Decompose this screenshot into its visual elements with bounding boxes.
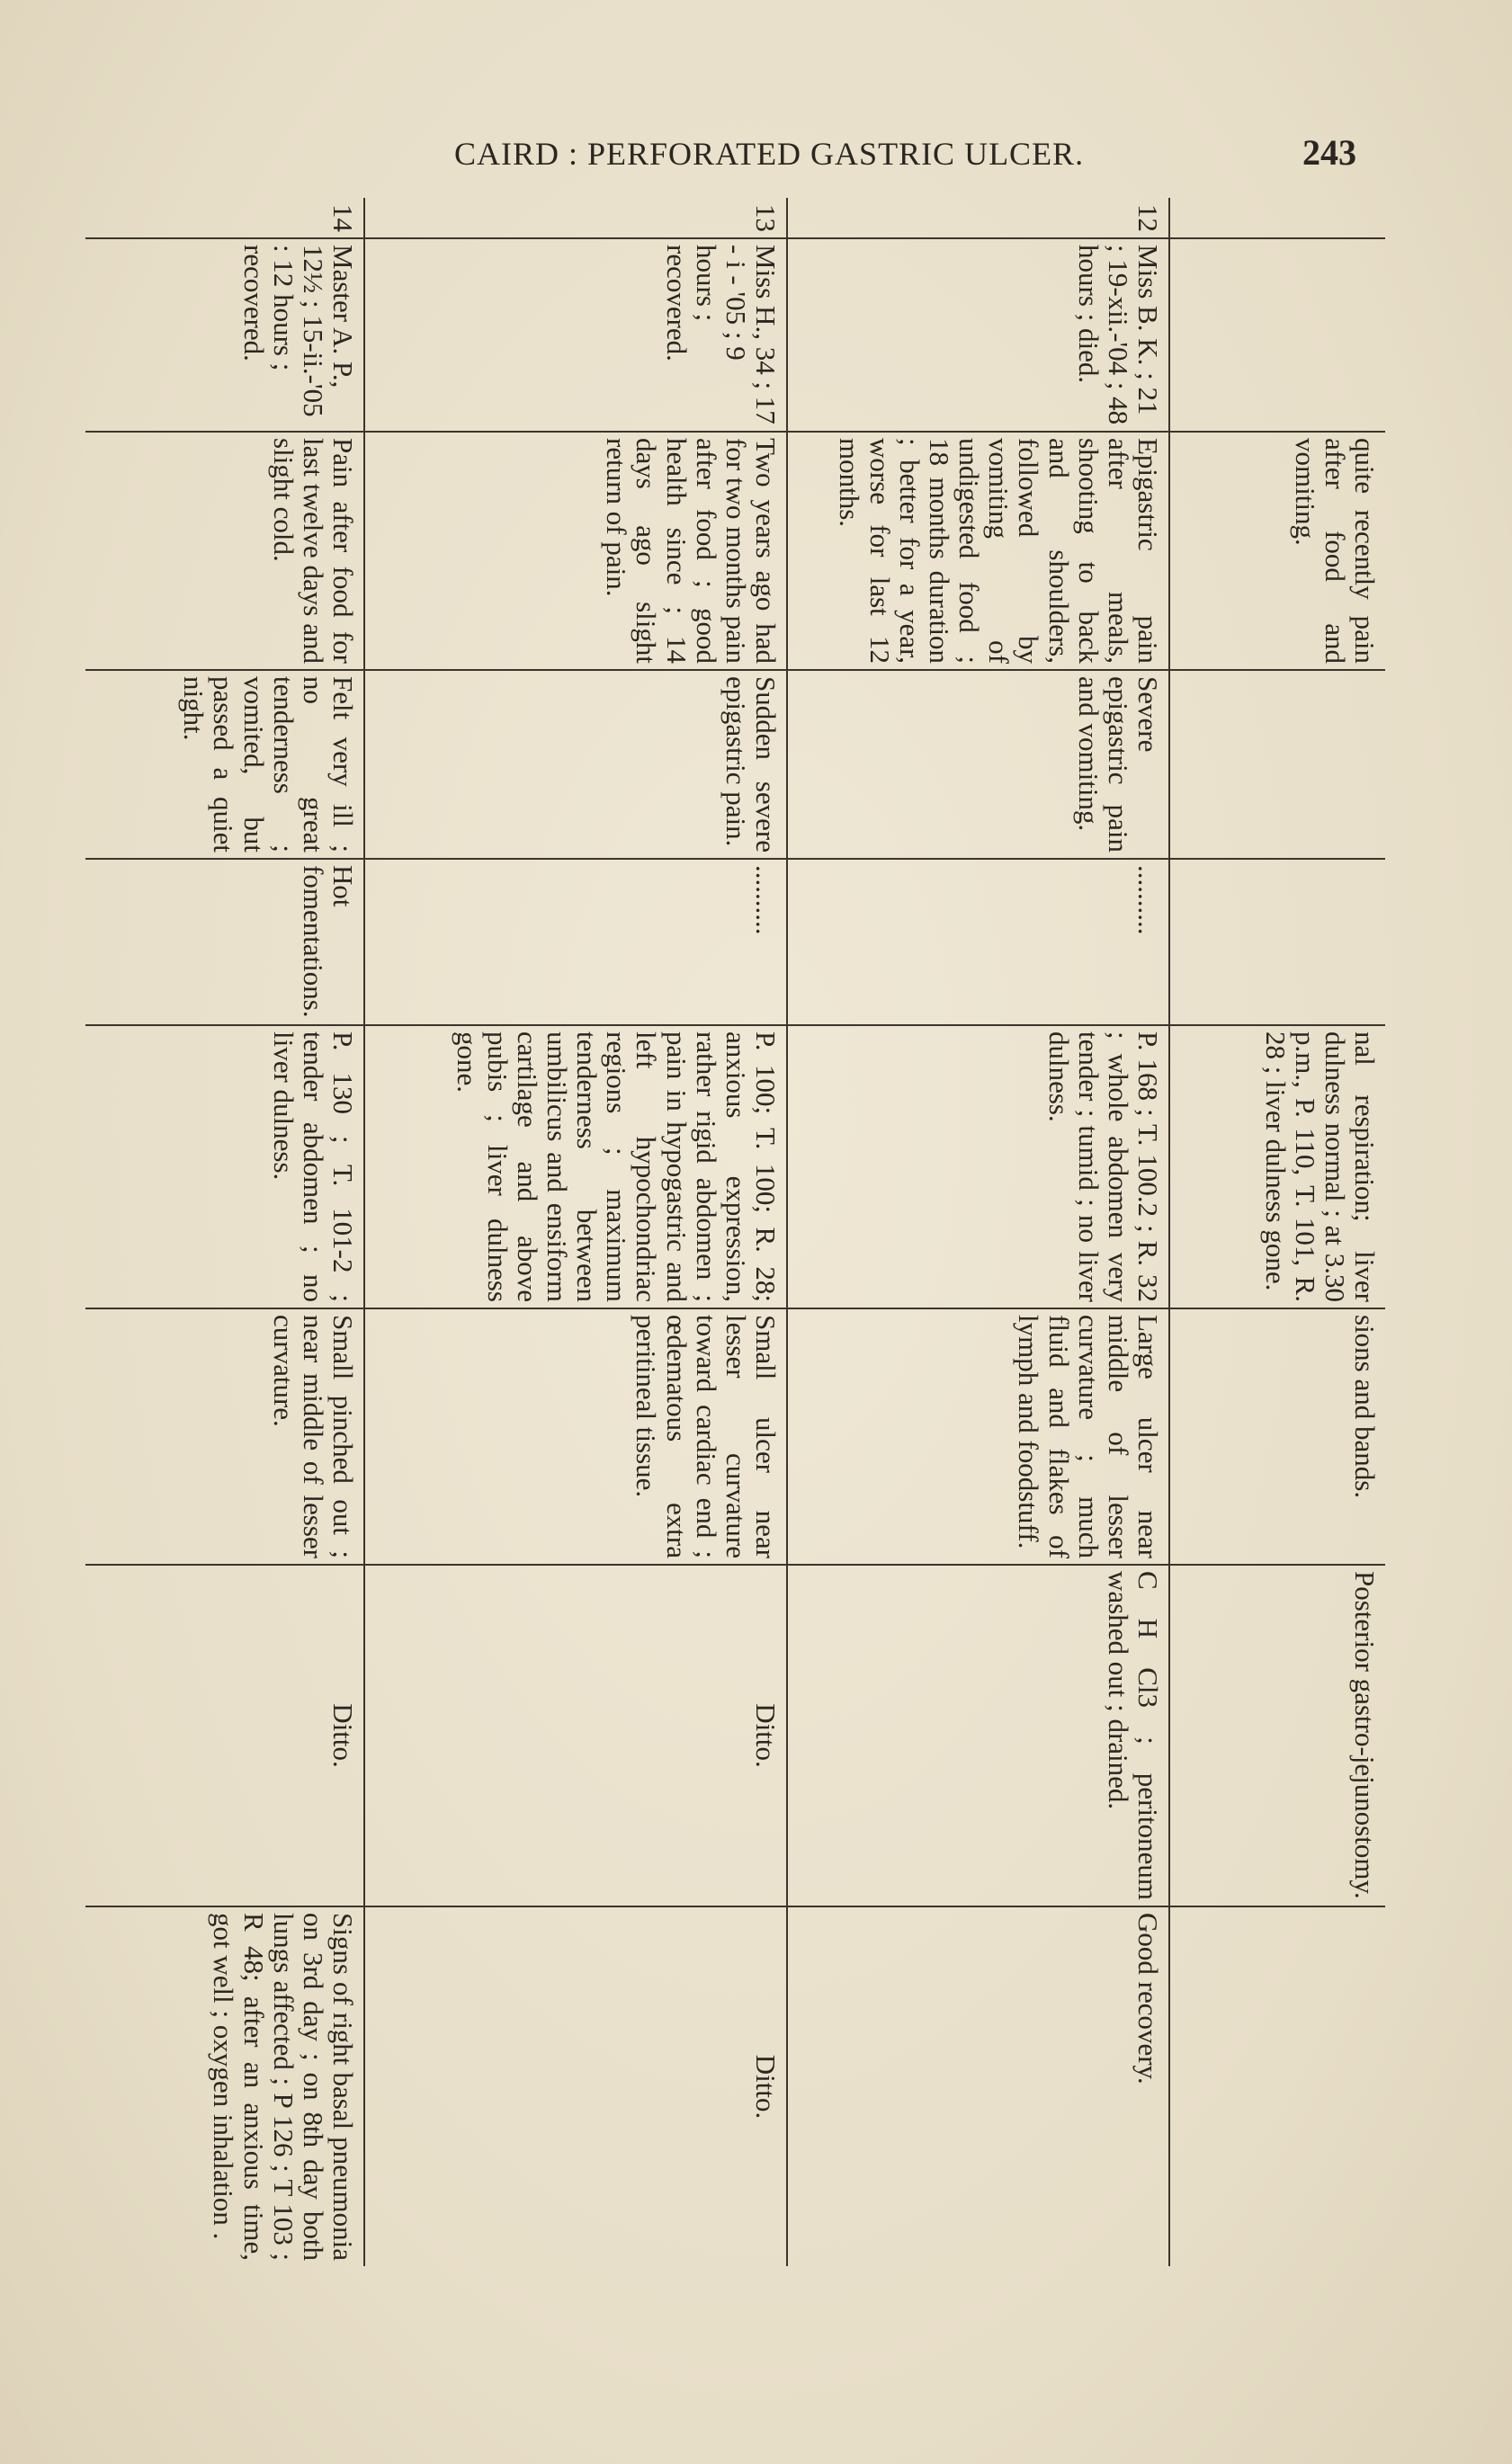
case-findings: Small ulcer near lesser curvature toward cardiac end ; œdematous extra peritineal tissue. [364,1308,787,1565]
case-history: Two years ago had for two months pain after food ; good health since ; 14 days ago slight return of pain. [364,432,787,670]
case-result: Ditto. [364,1906,787,2266]
cont-number-cell [1169,198,1385,238]
case-number: 13 [364,198,787,238]
cont-result-cell [1169,1906,1385,2266]
cont-operation-cell: Posterior gastro-jejunostomy. [1169,1565,1385,1906]
case-treatment: .......... [364,859,787,1025]
case-onset: Felt very ill ; no great tenderness ; vomited, but passed a quiet night. [85,670,364,859]
case-findings: Small pinched out ; near middle of lesser curvature. [85,1308,364,1565]
cont-onset-cell [1169,670,1385,859]
cont-treatment-cell [1169,859,1385,1025]
case-condition: P. 130 ; T. 101-2 ; tender abdomen ; no liver dulness. [85,1025,364,1308]
case-result: Signs of right basal pneumonia on 3rd day ; on 8th day both lungs affected ; P 126 ; T 103 ; R 48; after an anxious time, got well ; oxygen inhalation . [85,1906,364,2266]
case-number: 12 [787,198,1169,238]
continuation-row [1169,198,1385,2266]
cont-patient-cell [1169,238,1385,432]
case-operation: Ditto. [85,1565,364,1906]
case-history: Epigastric pain after meals, shooting to back and shoulders, followed by vomiting of undigested food ; 18 months duration ; better for a year, worse for last 12 months. [787,432,1169,670]
case-patient: Miss H., 34 ; 17 - i - '05 ; 9 hours ; recovered. [364,238,787,432]
case-condition: P. 100; T. 100; R. 28; anxious expression, rather rigid abdomen ; pain in hypogastric and left hypochondriac regions ; maximum tenderness between umbilicus and ensiform cartilage and above pubis ; liver dulness gone. [364,1025,787,1308]
case-patient: Master A. P., 12½ ; 15-ii.-'05 : 12 hours ; recovered. [85,238,364,432]
case-row-12 [787,198,1169,2266]
page-number: 243 [1302,132,1356,173]
case-operation: Ditto. [364,1565,787,1906]
case-table [85,198,1385,2266]
case-onset: Severe epigastric pain and vomiting. [787,670,1169,859]
case-row-14 [85,198,364,2266]
case-condition: P. 168 ; T. 100.2 ; R. 32 ; whole abdomen very tender ; tumid ; no liver dulness. [787,1025,1169,1308]
cont-condition-cell: nal respiration; liver dulness normal ; at 3.30 p.m., P. 110, T. 101, R. 28 ; liver dulness gone. [1169,1025,1385,1308]
case-number: 14 [85,198,364,238]
case-patient: Miss B. K. ; 21 ; 19-xii.-'04 ; 48 hours ; died. [787,238,1169,432]
rotated-table-wrapper [178,198,1385,2266]
running-title: CAIRD : PERFORATED GASTRIC ULCER. [454,136,1085,172]
case-history: Pain after food for last twelve days and slight cold. [85,432,364,670]
case-onset: Sudden severe epigastric pain. [364,670,787,859]
cont-history-cell: quite recently pain after food and vomiting. [1169,432,1385,670]
case-result: Good recovery. [787,1906,1169,2266]
case-operation: C H Cl3 ; peritoneum washed out ; drained. [787,1565,1169,1906]
case-findings: Large ulcer near middle of lesser curvature ; much fluid and flakes of lymph and foodstuff. [787,1308,1169,1565]
case-row-13 [364,198,787,2266]
cont-findings-cell: sions and bands. [1169,1308,1385,1565]
case-treatment: .......... [787,859,1169,1025]
case-treatment: Hot fomentations. [85,859,364,1025]
